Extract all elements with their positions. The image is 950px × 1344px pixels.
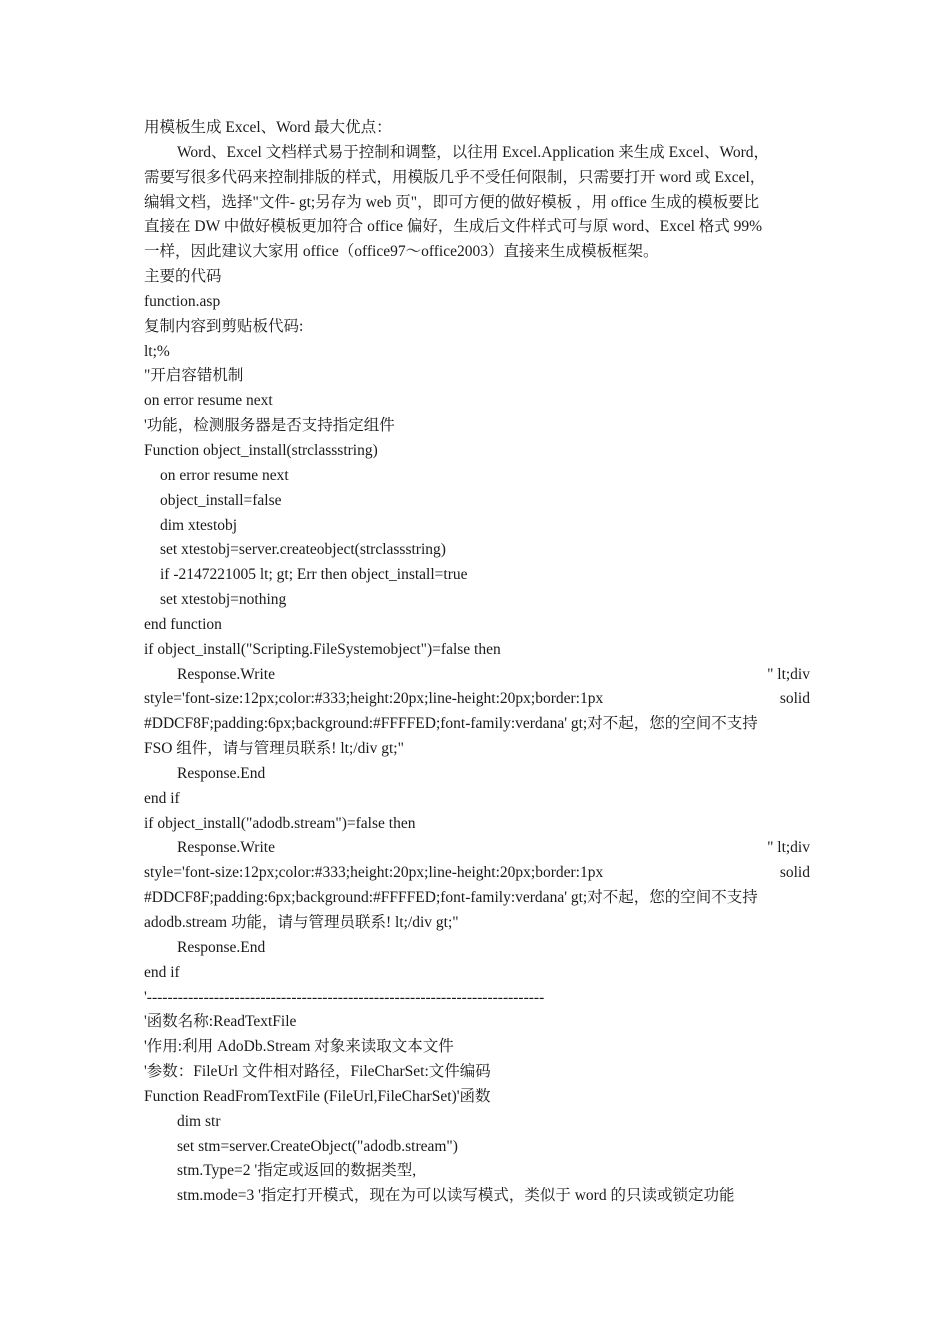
code-line: set xtestobj=nothing — [160, 591, 287, 609]
section-heading: 主要的代码 — [144, 268, 222, 286]
code-line: Function ReadFromTextFile (FileUrl,FileCharSet)'函数 — [144, 1087, 491, 1105]
copy-code-label: 复制内容到剪贴板代码: — [144, 317, 304, 335]
code-line: lt;% — [144, 342, 170, 360]
code-line: if object_install("adodb.stream")=false then — [144, 814, 416, 832]
code-line: end if — [144, 789, 180, 807]
code-line: on error resume next — [144, 392, 273, 410]
code-token: solid — [779, 864, 810, 882]
code-token: style='font-size:12px;color:#333;height:20px;line-height:20px;border:1px — [144, 690, 604, 708]
code-line: end function — [144, 615, 222, 633]
code-line: object_install=false — [160, 491, 282, 509]
code-line: dim xtestobj — [160, 516, 238, 534]
comment-divider — [144, 986, 810, 1011]
code-line: if object_install("Scripting.FileSystemobject")=false then — [144, 640, 501, 658]
code-line: adodb.stream 功能，请与管理员联系! lt;/div gt;" — [144, 914, 459, 931]
paragraph-line: 编辑文档，选择"文件- gt;另存为 web 页"，即可方便的做好模板 ，用 office 生成的模板要比 — [144, 193, 760, 211]
code-line: stm.mode=3 '指定打开模式，现在为可以读写模式，类似于 word 的只读或锁定功能 — [177, 1187, 735, 1205]
code-token: " lt;div — [767, 839, 810, 857]
code-line: '参数：FileUrl 文件相对路径，FileCharSet:文件编码 — [144, 1063, 491, 1081]
code-line: #DDCF8F;padding:6px;background:#FFFFED;font-family:verdana' gt;对不起，您的空间不支持 — [144, 715, 758, 733]
code-line: if -2147221005 lt; gt; Err then object_install=true — [160, 566, 468, 584]
code-token: style='font-size:12px;color:#333;height:20px;line-height:20px;border:1px — [144, 864, 604, 882]
paragraph-line: 需要写很多代码来控制排版的样式，用模版几乎不受任何限制，只需要打开 word 或 Excel， — [144, 168, 766, 186]
code-token: " lt;div — [767, 665, 810, 683]
code-line: dim str — [177, 1112, 221, 1130]
code-line: '函数名称:ReadTextFile — [144, 1013, 297, 1031]
code-line: set xtestobj=server.createobject(strclassstring) — [160, 541, 446, 559]
code-line — [144, 861, 810, 886]
paragraph-line: 直接在 DW 中做好模板更加符合 office 偏好，生成后文件样式可与原 word、Excel 格式 99% — [144, 218, 763, 236]
code-line: Function object_install(strclassstring) — [144, 441, 378, 459]
document-body — [144, 116, 810, 1209]
code-line: '功能，检测服务器是否支持指定组件 — [144, 417, 395, 435]
paragraph-line: Word、Excel 文档样式易于控制和调整，以往用 Excel.Application 来生成 Excel、Word， — [177, 143, 770, 161]
code-line: FSO 组件，请与管理员联系! lt;/div gt;" — [144, 740, 404, 758]
code-line — [144, 663, 810, 688]
code-token: Response.Write — [177, 839, 275, 857]
file-name: function.asp — [144, 292, 221, 310]
code-line: Response.End — [177, 764, 266, 782]
paragraph-line: 一样，因此建议大家用 office（office97～office2003）直接来生成模板框架。 — [144, 243, 659, 261]
code-line: end if — [144, 963, 180, 981]
code-line: on error resume next — [160, 466, 289, 484]
code-line — [144, 687, 810, 712]
code-token: Response.Write — [177, 665, 275, 683]
heading-line: 用模板生成 Excel、Word 最大优点： — [144, 119, 392, 136]
code-line: set stm=server.CreateObject("adodb.stream") — [177, 1137, 458, 1155]
code-line: #DDCF8F;padding:6px;background:#FFFFED;font-family:verdana' gt;对不起，您的空间不支持 — [144, 889, 758, 907]
code-line: '作用:利用 AdoDb.Stream 对象来读取文本文件 — [144, 1038, 454, 1056]
code-line: Response.End — [177, 938, 266, 956]
code-line: "开启容错机制 — [144, 367, 244, 385]
code-line — [144, 836, 810, 861]
code-line: stm.Type=2 '指定或返回的数据类型, — [177, 1162, 417, 1180]
divider-text: '----------------------------------------------------------------------------- — [144, 988, 545, 1006]
code-token: solid — [779, 690, 810, 708]
